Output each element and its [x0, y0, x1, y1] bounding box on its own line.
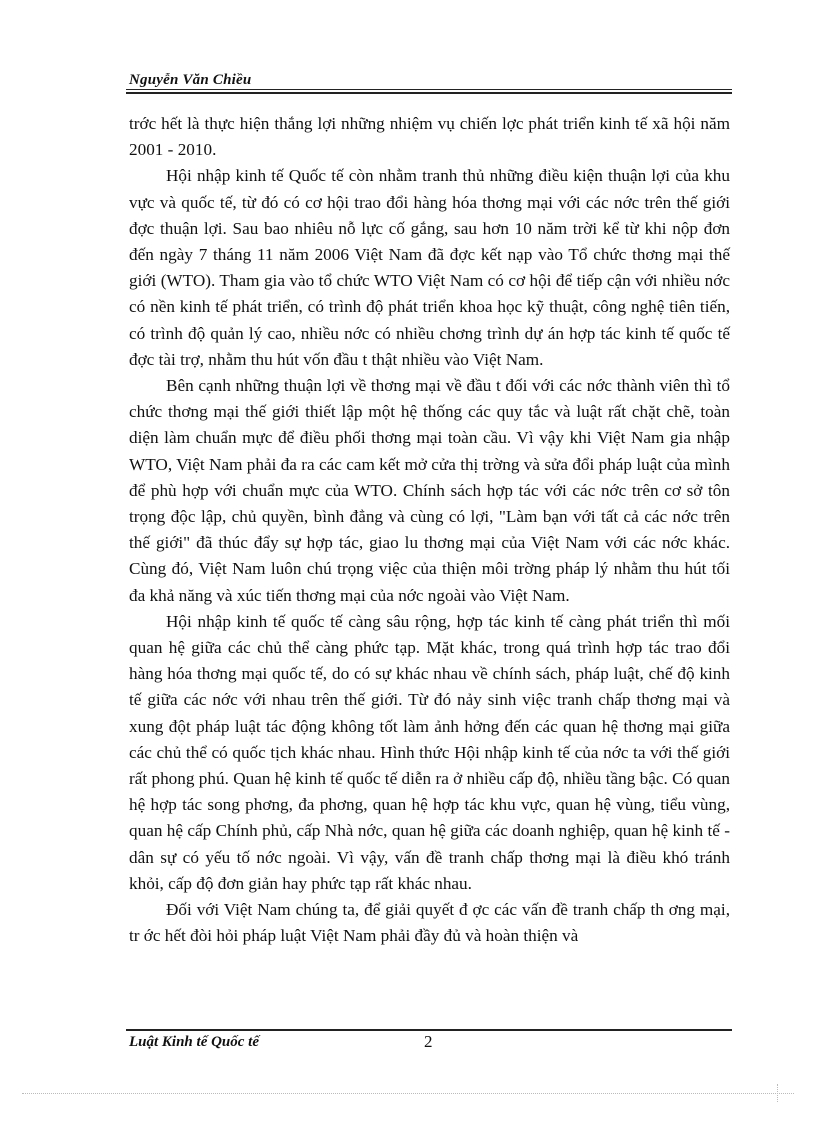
paragraph-3: Bên cạnh những thuận lợi về thơng mại về đầu t đối với các nớc thành viên thì tổ chức thơng mại thế giới thiết lập một hệ thống các quy tắc và luật rất chặt chẽ, toàn diện làm chuẩn mực để điều phối thơng mại toàn cầu. Vì vậy khi Việt Nam gia nhập WTO, Việt Nam phải đa ra các cam kết mở cửa thị trờng và sửa đổi pháp luật của mình để phù hợp với chuẩn mực của WTO. Chính sách hợp tác với các nớc trên cơ sở tôn trọng độc lập, chủ quyền, bình đẳng và cùng có lợi, "Làm bạn với tất cả các nớc trên thế giới" đã thúc đẩy sự hợp tác, giao lu thơng mại của Việt Nam với các nớc khác. Cùng đó, Việt Nam luôn chú trọng việc của thiện môi trờng pháp lý nhằm thu hút tối đa khả năng và xúc tiến thơng mại của nớc ngoài vào Việt Nam.: [129, 376, 730, 605]
footer-rule: [126, 1029, 732, 1031]
header-author: Nguyễn Văn Chiều: [129, 72, 252, 88]
paragraph-5: Đối với Việt Nam chúng ta, để giải quyết đ ợc các vấn đề tranh chấp th ơng mại, tr ớc hết đòi hỏi pháp luật Việt Nam phải đầy đủ và hoàn thiện và: [129, 900, 730, 946]
header-rule-bottom: [126, 92, 732, 94]
page-number: 2: [424, 1032, 433, 1051]
paragraph-2: Hội nhập kinh tế Quốc tế còn nhằm tranh thủ những điều kiện thuận lợi của khu vực và quốc tế, từ đó có cơ hội trao đổi hàng hóa thơng mại với các nớc trên thế giới đợc thuận lợi. Sau bao nhiêu nỗ lực cố gắng, sau hơn 10 năm trời kể từ khi nộp đơn đến ngày 7 tháng 11 năm 2006 Việt Nam đã đợc kết nạp vào Tổ chức thơng mại thế giới (WTO). Tham gia vào tổ chức WTO Việt Nam có cơ hội để tiếp cận với nhiều nớc có nền kinh tế phát triển, có trình độ phát triển khoa học kỹ thuật, công nghệ tiên tiến, có trình độ quản lý cao, nhiều nớc có nhiều chơng trình dự án hợp tác kinh tế quốc tế đợc tài trợ, nhằm thu hút vốn đầu t thật nhiều vào Việt Nam.: [129, 166, 730, 369]
footer-title: Luật Kinh tế Quốc tế: [129, 1034, 260, 1050]
paragraph-4: Hội nhập kinh tế quốc tế càng sâu rộng, hợp tác kinh tế càng phát triển thì mối quan hệ giữa các chủ thể càng phức tạp. Mặt khác, trong quá trình hợp tác trao đổi hàng hóa thơng mại quốc tế, do có sự khác nhau về chính sách, pháp luật, chế độ kinh tế giữa các nớc với nhau trên thế giới. Từ đó nảy sinh việc tranh chấp thơng mại và xung đột pháp luật tác động không tốt làm ảnh hởng đến các quan hệ thơng mại giữa các chủ thể có quốc tịch khác nhau. Hình thức Hội nhập kinh tế của nớc ta với thế giới rất phong phú. Quan hệ kinh tế quốc tế diễn ra ở nhiều cấp độ, nhiều tầng bậc. Có quan hệ hợp tác song phơng, đa phơng, quan hệ hợp tác khu vực, quan hệ vùng, tiểu vùng, quan hệ cấp Chính phủ, cấp Nhà nớc, quan hệ giữa các doanh nghiệp, quan hệ kinh tế - dân sự có yếu tố nớc ngoài. Vì vậy, vấn đề tranh chấp thơng mại là điều khó tránh khỏi, cấp độ đơn giản hay phức tạp rất khác nhau.: [129, 611, 730, 893]
body-text: [129, 111, 730, 950]
paragraph-1: trớc hết là thực hiện thắng lợi những nhiệm vụ chiến lợc phát triển kinh tế xã hội năm 2001 - 2010.: [129, 114, 730, 160]
page-corner-mark: [773, 1084, 783, 1102]
page-edge-divider: [22, 1093, 794, 1094]
header-rule-top: [126, 89, 732, 90]
